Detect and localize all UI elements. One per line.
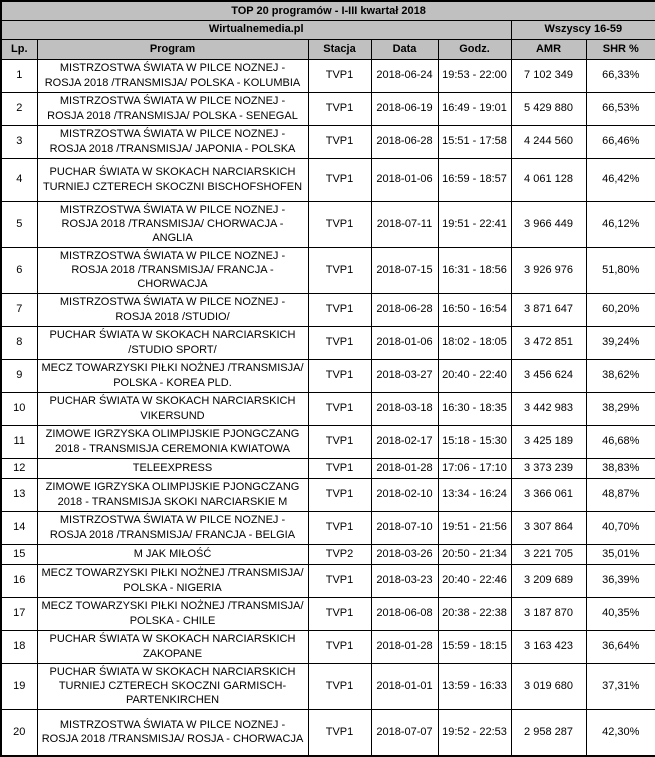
cell-station: TVP1	[308, 511, 371, 544]
cell-date: 2018-01-06	[371, 326, 438, 359]
title-row	[1, 1, 655, 20]
cell-amr: 3 442 983	[511, 392, 586, 425]
cell-lp: 5	[1, 201, 37, 247]
cell-date: 2018-06-28	[371, 125, 438, 158]
cell-lp: 13	[1, 478, 37, 511]
cell-station: TVP2	[308, 544, 371, 564]
cell-program: MISTRZOSTWA ŚWIATA W PILCE NOZNEJ - ROSJA 2018 /TRANSMISJA/ POLSKA - SENEGAL	[37, 92, 308, 125]
cell-amr: 3 163 423	[511, 630, 586, 663]
cell-program: MISTRZOSTWA ŚWIATA W PILCE NOZNEJ - ROSJA 2018 /TRANSMISJA/ FRANCJA - CHORWACJA	[37, 247, 308, 293]
table-row	[1, 59, 655, 92]
cell-time: 16:50 - 16:54	[438, 293, 511, 326]
cell-amr: 3 472 851	[511, 326, 586, 359]
table-row	[1, 247, 655, 293]
col-header-program: Program	[37, 39, 308, 59]
cell-program: PUCHAR ŚWIATA W SKOKACH NARCIARSKICH TURNIEJ CZTERECH SKOCZNI GARMISCH-PARTENKIRCHEN	[37, 663, 308, 709]
cell-time: 19:51 - 21:56	[438, 511, 511, 544]
cell-lp: 15	[1, 544, 37, 564]
cell-date: 2018-03-18	[371, 392, 438, 425]
cell-time: 20:38 - 22:38	[438, 597, 511, 630]
cell-amr: 3 187 870	[511, 597, 586, 630]
cell-amr: 2 958 287	[511, 709, 586, 756]
cell-station: TVP1	[308, 326, 371, 359]
table-row	[1, 564, 655, 597]
col-header-time: Godz.	[438, 39, 511, 59]
cell-amr: 4 244 560	[511, 125, 586, 158]
cell-time: 17:06 - 17:10	[438, 458, 511, 478]
cell-shr: 35,01%	[586, 544, 655, 564]
cell-shr: 38,62%	[586, 359, 655, 392]
cell-time: 16:59 - 18:57	[438, 158, 511, 201]
cell-date: 2018-03-26	[371, 544, 438, 564]
cell-program: MISTRZOSTWA ŚWIATA W PILCE NOZNEJ - ROSJA 2018 /STUDIO/	[37, 293, 308, 326]
cell-shr: 46,68%	[586, 425, 655, 458]
cell-time: 19:52 - 22:53	[438, 709, 511, 756]
cell-program: PUCHAR ŚWIATA W SKOKACH NARCIARSKICH TURNIEJ CZTERECH SKOCZNI BISCHOFSHOFEN	[37, 158, 308, 201]
cell-time: 13:59 - 16:33	[438, 663, 511, 709]
table-row	[1, 359, 655, 392]
cell-shr: 66,53%	[586, 92, 655, 125]
cell-program: MISTRZOSTWA ŚWIATA W PILCE NOZNEJ - ROSJA 2018 /TRANSMISJA/ CHORWACJA - ANGLIA	[37, 201, 308, 247]
cell-amr: 3 366 061	[511, 478, 586, 511]
table-title: TOP 20 programów - I-III kwartał 2018	[1, 1, 655, 20]
cell-date: 2018-01-28	[371, 630, 438, 663]
cell-station: TVP1	[308, 564, 371, 597]
cell-lp: 11	[1, 425, 37, 458]
table-row	[1, 511, 655, 544]
cell-time: 15:59 - 18:15	[438, 630, 511, 663]
cell-time: 20:40 - 22:40	[438, 359, 511, 392]
cell-date: 2018-03-23	[371, 564, 438, 597]
source-label: Wirtualnemedia.pl	[1, 20, 511, 39]
cell-shr: 46,12%	[586, 201, 655, 247]
column-header-row	[1, 39, 655, 59]
cell-amr: 3 307 864	[511, 511, 586, 544]
table-row	[1, 326, 655, 359]
cell-lp: 12	[1, 458, 37, 478]
table-row	[1, 597, 655, 630]
cell-time: 13:34 - 16:24	[438, 478, 511, 511]
cell-date: 2018-07-07	[371, 709, 438, 756]
cell-program: TELEEXPRESS	[37, 458, 308, 478]
cell-lp: 3	[1, 125, 37, 158]
cell-date: 2018-06-28	[371, 293, 438, 326]
cell-date: 2018-02-10	[371, 478, 438, 511]
cell-date: 2018-01-28	[371, 458, 438, 478]
cell-amr: 4 061 128	[511, 158, 586, 201]
cell-lp: 8	[1, 326, 37, 359]
cell-amr: 3 209 689	[511, 564, 586, 597]
cell-shr: 38,29%	[586, 392, 655, 425]
cell-program: MECZ TOWARZYSKI PIŁKI NOŻNEJ /TRANSMISJA/ POLSKA - CHILE	[37, 597, 308, 630]
cell-time: 19:51 - 22:41	[438, 201, 511, 247]
col-header-shr: SHR %	[586, 39, 655, 59]
cell-time: 20:40 - 22:46	[438, 564, 511, 597]
cell-date: 2018-06-24	[371, 59, 438, 92]
source-row	[1, 20, 655, 39]
cell-amr: 3 966 449	[511, 201, 586, 247]
cell-shr: 36,39%	[586, 564, 655, 597]
cell-program: MISTRZOSTWA ŚWIATA W PILCE NOZNEJ - ROSJA 2018 /TRANSMISJA/ FRANCJA - BELGIA	[37, 511, 308, 544]
table-row	[1, 201, 655, 247]
cell-amr: 5 429 880	[511, 92, 586, 125]
cell-amr: 3 926 976	[511, 247, 586, 293]
cell-lp: 10	[1, 392, 37, 425]
cell-time: 15:51 - 17:58	[438, 125, 511, 158]
cell-program: MISTRZOSTWA ŚWIATA W PILCE NOZNEJ - ROSJA 2018 /TRANSMISJA/ JAPONIA - POLSKA	[37, 125, 308, 158]
cell-time: 15:18 - 15:30	[438, 425, 511, 458]
cell-lp: 19	[1, 663, 37, 709]
cell-amr: 3 456 624	[511, 359, 586, 392]
cell-date: 2018-06-08	[371, 597, 438, 630]
cell-shr: 60,20%	[586, 293, 655, 326]
cell-lp: 14	[1, 511, 37, 544]
cell-date: 2018-07-11	[371, 201, 438, 247]
cell-station: TVP1	[308, 663, 371, 709]
table-row	[1, 293, 655, 326]
cell-station: TVP1	[308, 158, 371, 201]
cell-time: 19:53 - 22:00	[438, 59, 511, 92]
table-body	[1, 59, 655, 756]
cell-program: MISTRZOSTWA ŚWIATA W PILCE NOZNEJ - ROSJA 2018 /TRANSMISJA/ POLSKA - KOLUMBIA	[37, 59, 308, 92]
cell-shr: 66,46%	[586, 125, 655, 158]
cell-program: PUCHAR ŚWIATA W SKOKACH NARCIARSKICH ZAKOPANE	[37, 630, 308, 663]
table-row	[1, 709, 655, 756]
cell-station: TVP1	[308, 597, 371, 630]
cell-program: PUCHAR ŚWIATA W SKOKACH NARCIARSKICH VIKERSUND	[37, 392, 308, 425]
cell-amr: 3 019 680	[511, 663, 586, 709]
cell-lp: 17	[1, 597, 37, 630]
cell-station: TVP1	[308, 359, 371, 392]
cell-date: 2018-06-19	[371, 92, 438, 125]
cell-date: 2018-02-17	[371, 425, 438, 458]
table-row	[1, 544, 655, 564]
table-row	[1, 478, 655, 511]
cell-lp: 7	[1, 293, 37, 326]
cell-station: TVP1	[308, 293, 371, 326]
audience-label: Wszyscy 16-59	[511, 20, 655, 39]
cell-time: 20:50 - 21:34	[438, 544, 511, 564]
table-row	[1, 125, 655, 158]
cell-shr: 46,42%	[586, 158, 655, 201]
cell-shr: 66,33%	[586, 59, 655, 92]
cell-station: TVP1	[308, 709, 371, 756]
col-header-lp: Lp.	[1, 39, 37, 59]
cell-shr: 40,35%	[586, 597, 655, 630]
col-header-date: Data	[371, 39, 438, 59]
cell-lp: 9	[1, 359, 37, 392]
cell-amr: 3 425 189	[511, 425, 586, 458]
cell-station: TVP1	[308, 458, 371, 478]
cell-date: 2018-07-10	[371, 511, 438, 544]
cell-program: MISTRZOSTWA ŚWIATA W PILCE NOZNEJ - ROSJA 2018 /TRANSMISJA/ ROSJA - CHORWACJA	[37, 709, 308, 756]
table-row	[1, 425, 655, 458]
cell-lp: 18	[1, 630, 37, 663]
cell-date: 2018-01-06	[371, 158, 438, 201]
table-row	[1, 458, 655, 478]
table-row	[1, 158, 655, 201]
cell-program: PUCHAR ŚWIATA W SKOKACH NARCIARSKICH /STUDIO SPORT/	[37, 326, 308, 359]
cell-shr: 48,87%	[586, 478, 655, 511]
cell-amr: 3 221 705	[511, 544, 586, 564]
cell-time: 16:30 - 18:35	[438, 392, 511, 425]
cell-time: 16:49 - 19:01	[438, 92, 511, 125]
cell-lp: 6	[1, 247, 37, 293]
table-header	[1, 1, 655, 59]
cell-station: TVP1	[308, 392, 371, 425]
cell-station: TVP1	[308, 478, 371, 511]
table-row	[1, 392, 655, 425]
table-row	[1, 663, 655, 709]
cell-date: 2018-03-27	[371, 359, 438, 392]
cell-amr: 3 373 239	[511, 458, 586, 478]
cell-program: MECZ TOWARZYSKI PIŁKI NOŻNEJ /TRANSMISJA/ POLSKA - NIGERIA	[37, 564, 308, 597]
cell-amr: 3 871 647	[511, 293, 586, 326]
cell-lp: 20	[1, 709, 37, 756]
cell-shr: 51,80%	[586, 247, 655, 293]
cell-date: 2018-07-15	[371, 247, 438, 293]
cell-shr: 38,83%	[586, 458, 655, 478]
cell-station: TVP1	[308, 425, 371, 458]
cell-program: M JAK MIŁOŚĆ	[37, 544, 308, 564]
cell-program: ZIMOWE IGRZYSKA OLIMPIJSKIE PJONGCZANG 2018 - TRANSMISJA SKOKI NARCIARSKIE M	[37, 478, 308, 511]
cell-time: 16:31 - 18:56	[438, 247, 511, 293]
cell-shr: 36,64%	[586, 630, 655, 663]
cell-lp: 1	[1, 59, 37, 92]
cell-shr: 37,31%	[586, 663, 655, 709]
cell-station: TVP1	[308, 125, 371, 158]
cell-time: 18:02 - 18:05	[438, 326, 511, 359]
col-header-amr: AMR	[511, 39, 586, 59]
cell-shr: 39,24%	[586, 326, 655, 359]
cell-amr: 7 102 349	[511, 59, 586, 92]
cell-program: MECZ TOWARZYSKI PIŁKI NOŻNEJ /TRANSMISJA/ POLSKA - KOREA PLD.	[37, 359, 308, 392]
cell-station: TVP1	[308, 59, 371, 92]
cell-station: TVP1	[308, 247, 371, 293]
cell-shr: 40,70%	[586, 511, 655, 544]
col-header-station: Stacja	[308, 39, 371, 59]
cell-lp: 2	[1, 92, 37, 125]
table-row	[1, 630, 655, 663]
table-row	[1, 92, 655, 125]
cell-date: 2018-01-01	[371, 663, 438, 709]
cell-station: TVP1	[308, 630, 371, 663]
cell-program: ZIMOWE IGRZYSKA OLIMPIJSKIE PJONGCZANG 2018 - TRANSMISJA CEREMONIA KWIATOWA	[37, 425, 308, 458]
cell-shr: 42,30%	[586, 709, 655, 756]
cell-lp: 4	[1, 158, 37, 201]
cell-station: TVP1	[308, 201, 371, 247]
cell-lp: 16	[1, 564, 37, 597]
cell-station: TVP1	[308, 92, 371, 125]
